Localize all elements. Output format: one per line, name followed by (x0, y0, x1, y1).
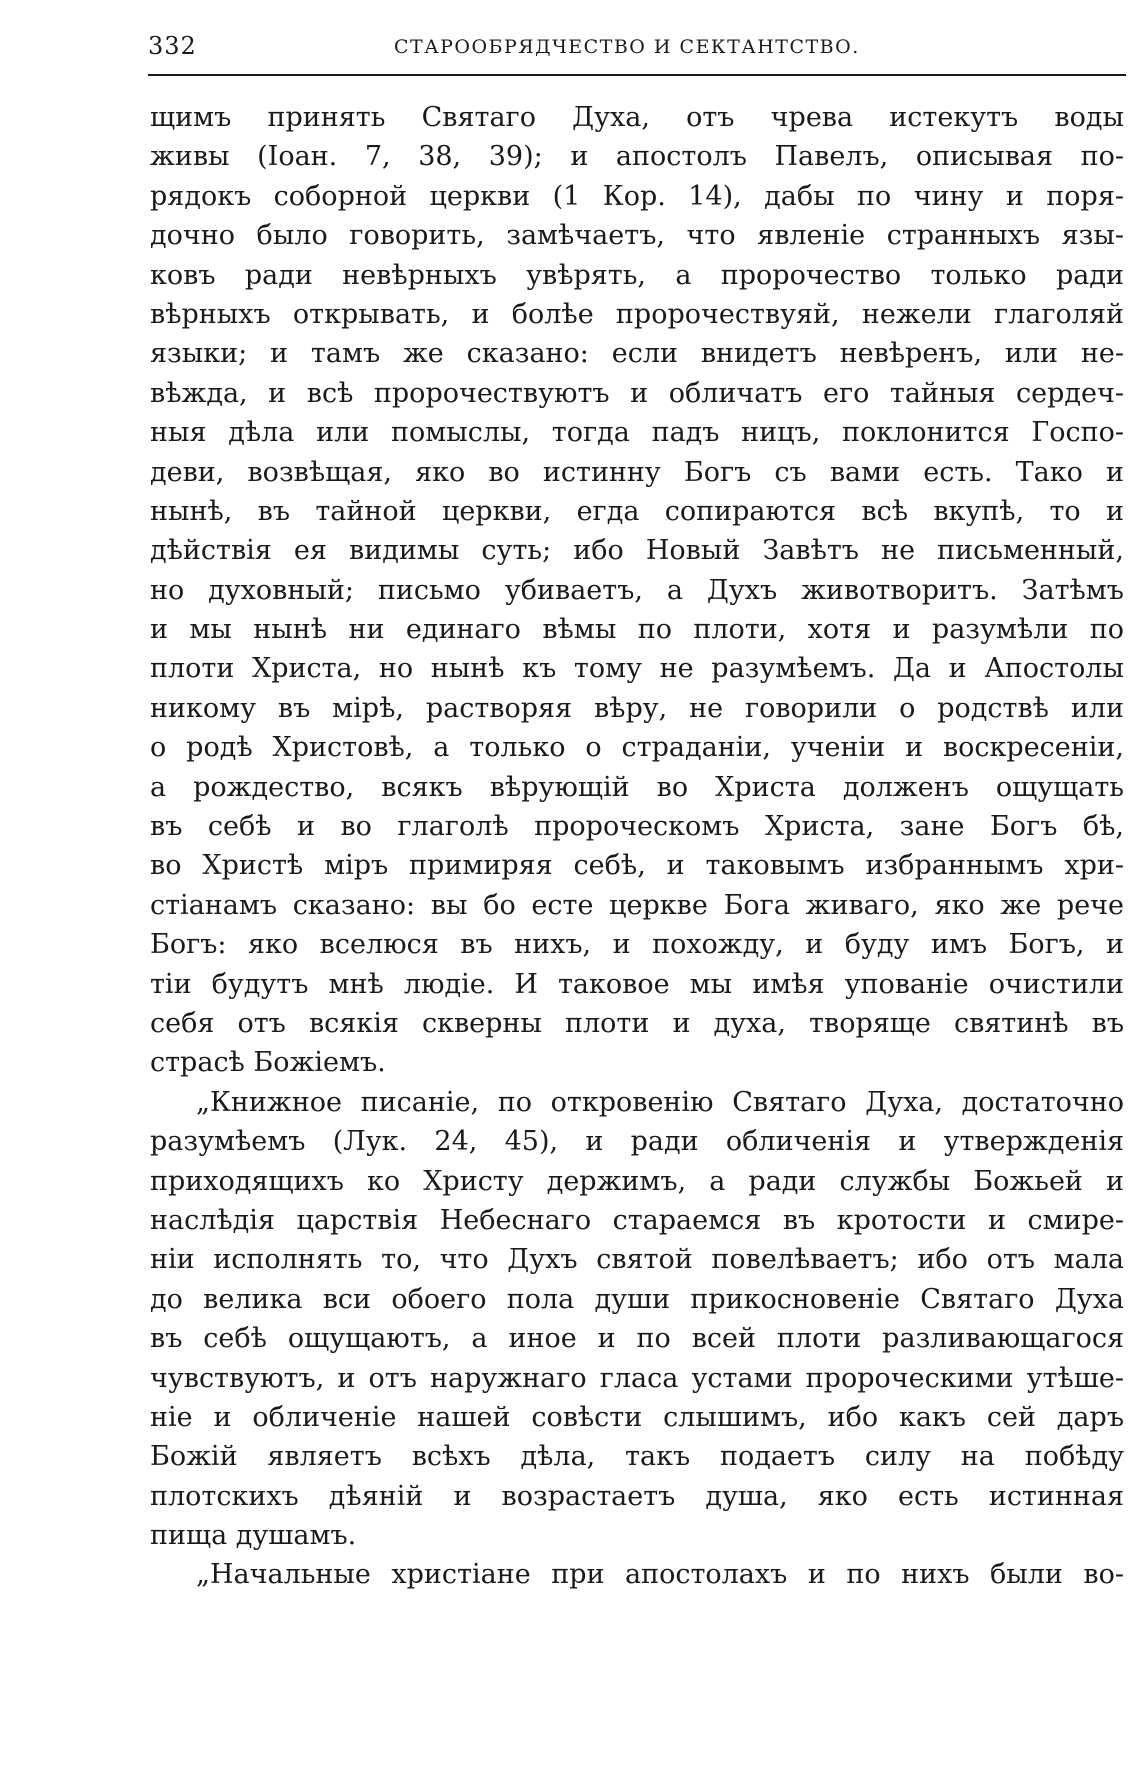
text-line: ныя дѣла или помыслы, тогда падъ ницъ, поклонится Госпо- (150, 417, 1124, 449)
text-line: но духовный; письмо убиваетъ, а Духъ животворитъ. Затѣмъ (150, 574, 1124, 606)
text-line: никому въ мірѣ, растворяя вѣру, не говорили о родствѣ или (150, 692, 1124, 724)
text-line: рядокъ соборной церкви (1 Кор. 14), дабы по чину и поря- (150, 180, 1124, 212)
text-line: ковъ ради невѣрныхъ увѣрять, а пророчество только ради (150, 259, 1124, 291)
text-line: ніи исполнять то, что Духъ святой повелѣваетъ; ибо отъ мала (150, 1244, 1124, 1276)
text-line: языки; и тамъ же сказано: если внидетъ невѣренъ, или не- (150, 338, 1124, 370)
text-line: щимъ принять Святаго Духа, отъ чрева истекутъ воды (150, 102, 1124, 133)
text-line: въ себѣ и во глаголѣ пророческомъ Христа, зане Богъ бѣ, (150, 811, 1124, 843)
page-header (148, 32, 1118, 68)
running-title: СТАРООБРЯДЧЕСТВО И СЕКТАНТСТВО. (394, 36, 860, 58)
header-rule (148, 74, 1126, 76)
text-line: ніе и обличеніе нашей совѣсти слышимъ, ибо какъ сей даръ (150, 1401, 1124, 1433)
text-line: деви, возвѣщая, яко во истинну Богъ съ вами есть. Тако и (150, 456, 1124, 488)
text-line: дѣйствія ея видимы суть; ибо Новый Завѣтъ не письменный, (150, 535, 1124, 567)
text-line: чувствуютъ, и отъ наружнаго гласа устами пророческими утѣше- (150, 1362, 1124, 1394)
paragraph-start-line: „Книжное писаніе, по откровенію Святаго Духа, достаточно (196, 1086, 1124, 1118)
text-line: наслѣдія царствія Небеснаго стараемся въ кротости и смире- (150, 1204, 1124, 1236)
text-line: во Христѣ міръ примиряя себѣ, и таковымъ избраннымъ хри- (150, 850, 1124, 882)
text-line: вѣжда, и всѣ пророчествуютъ и обличатъ его тайныя сердеч- (150, 377, 1124, 409)
text-line: тіи будутъ мнѣ людіе. И таковое мы имѣя упованіе очистили (150, 968, 1124, 1000)
text-line: а рождество, всякъ вѣрующій во Христа долженъ ощущать (150, 771, 1124, 803)
paragraph-end-line: страсѣ Божіемъ. (150, 1047, 386, 1079)
text-line: дочно было говорить, замѣчаетъ, что явленіе странныхъ язы- (150, 220, 1124, 252)
text-line: нынѣ, въ тайной церкви, егда сопираются всѣ вкупѣ, то и (150, 495, 1124, 527)
text-line: о родѣ Христовѣ, а только о страданіи, ученіи и воскресеніи, (150, 732, 1124, 764)
text-line: Божій являетъ всѣхъ дѣла, такъ подаетъ силу на побѣду (150, 1441, 1124, 1473)
paragraph-end-line: пища душамъ. (150, 1520, 357, 1552)
text-line: Богъ: яко вселюся въ нихъ, и похожду, и буду имъ Богъ, и (150, 929, 1124, 961)
text-line: приходящихъ ко Христу держимъ, а ради службы Божьей и (150, 1165, 1124, 1197)
text-line: живы (Іоан. 7, 38, 39); и апостолъ Павелъ, описывая по- (150, 141, 1124, 173)
text-line: плотскихъ дѣяній и возрастаетъ душа, яко есть истинная (150, 1480, 1124, 1512)
text-line: разумѣемъ (Лук. 24, 45), и ради обличенія и утвержденія (150, 1126, 1124, 1158)
text-line: и мы нынѣ ни единаго вѣмы по плоти, хотя и разумѣли по (150, 614, 1124, 646)
text-line: до велика вси обоего пола души прикосновеніе Святаго Духа (150, 1283, 1124, 1315)
text-line: себя отъ всякія скверны плоти и духа, творяще святинѣ въ (150, 1007, 1124, 1039)
text-line: вѣрныхъ открывать, и болѣе пророчествуяй, нежели глаголяй (150, 298, 1124, 330)
text-line: въ себѣ ощущаютъ, а иное и по всей плоти разливающагося (150, 1323, 1124, 1355)
text-line: плоти Христа, но нынѣ къ тому не разумѣемъ. Да и Апостолы (150, 653, 1124, 685)
paragraph-start-line: „Начальные христіане при апостолахъ и по нихъ были во- (196, 1559, 1124, 1591)
body-text (150, 98, 1124, 1595)
text-line: стіанамъ сказано: вы бо есте церкве Бога живаго, яко же рече (150, 889, 1124, 921)
page-number: 332 (148, 32, 197, 60)
